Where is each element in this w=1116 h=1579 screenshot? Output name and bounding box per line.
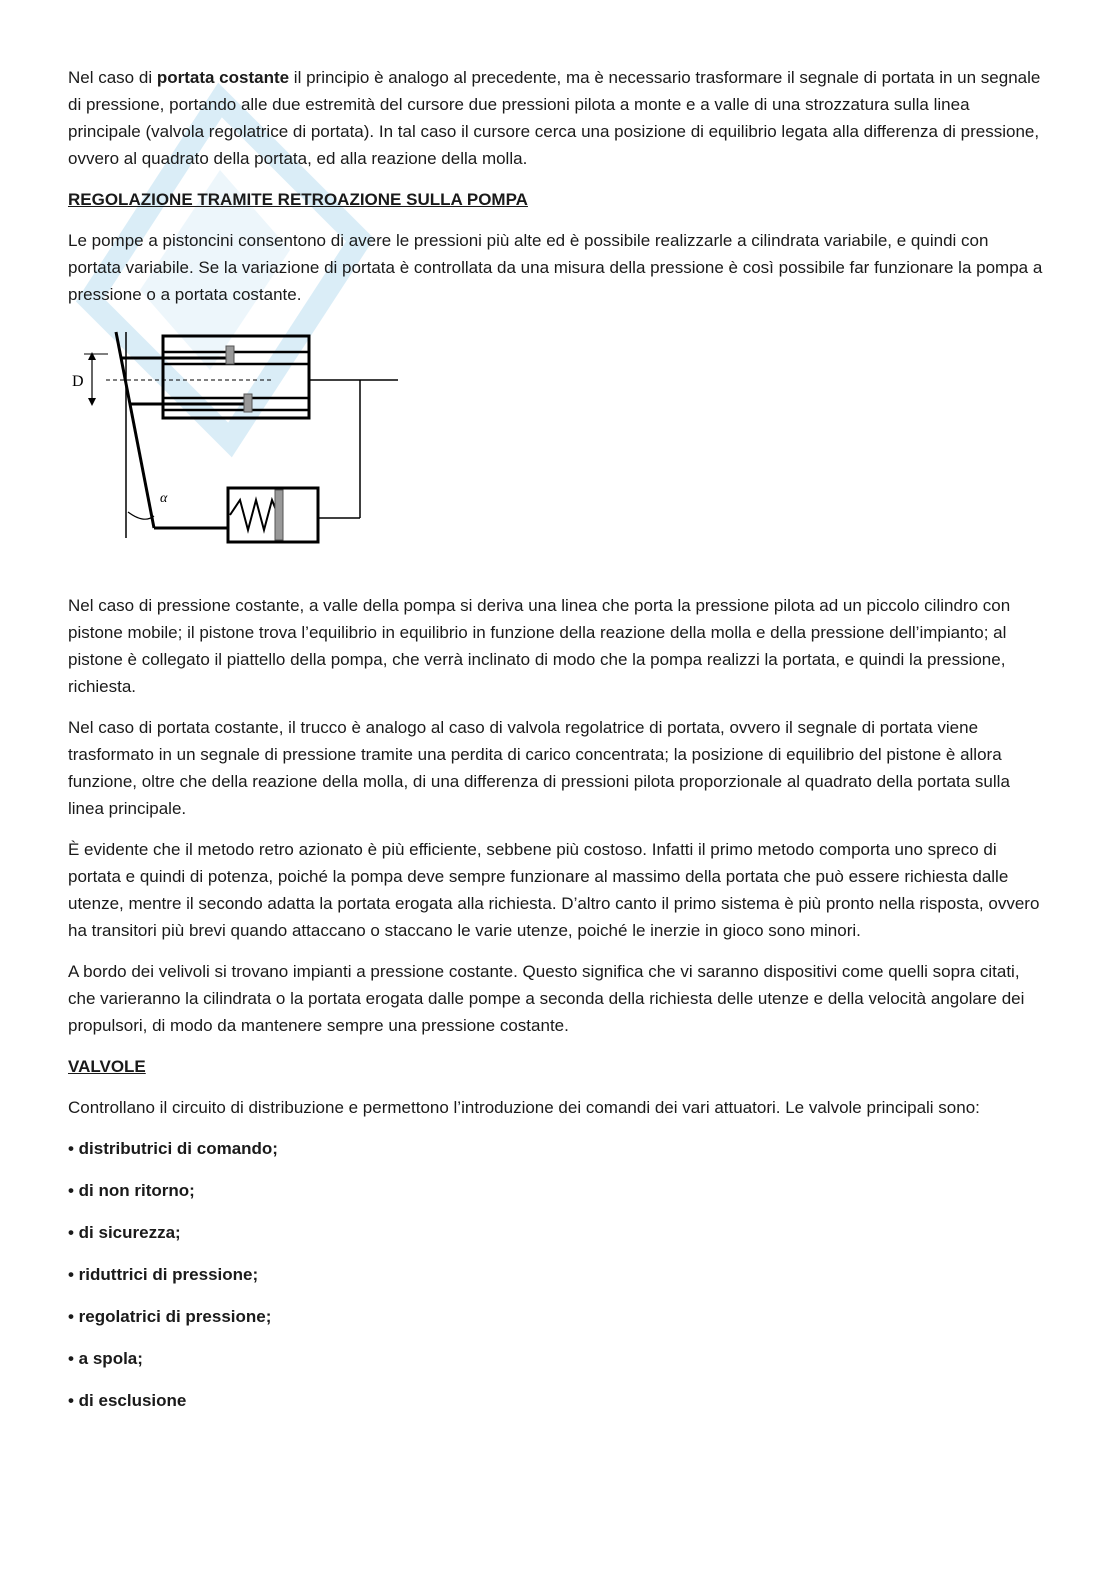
list-item: • di sicurezza;: [68, 1223, 181, 1242]
paragraph-metodo-retroazionato: È evidente che il metodo retro azionato è più efficiente, sebbene più costoso. Infatti il primo metodo comporta uno spreco di portata e quindi di potenza, poiché la pompa deve sempre funzionare al massimo della portata che può essere richiesta dalle utenze, mentre il secondo adatta la portata erogata alla richiesta. D’altro canto il primo sistema è più pronto nella risposta, ovvero ha transitori più brevi quando attaccano o staccano le varie utenze, poiché le inerzie in gioco sono minori.: [68, 840, 1040, 940]
piston-top: [226, 346, 234, 364]
control-piston: [275, 490, 283, 540]
document-page: [68, 64, 1044, 1429]
dimension-arrow: [88, 352, 96, 360]
list-item: • regolatrici di pressione;: [68, 1307, 272, 1326]
pump-diagram: [68, 322, 1044, 580]
label-d: D: [72, 373, 84, 390]
section-heading-valvole: VALVOLE: [68, 1057, 146, 1076]
list-item: • di esclusione: [68, 1391, 187, 1410]
spring: [230, 500, 278, 530]
cylinder-block: [163, 336, 309, 418]
label-alpha: α: [160, 491, 168, 506]
list-item: • distributrici di comando;: [68, 1139, 278, 1158]
section-heading-regolazione: REGOLAZIONE TRAMITE RETROAZIONE SULLA POMPA: [68, 190, 528, 209]
control-cylinder: [228, 488, 318, 542]
paragraph-velivoli: A bordo dei velivoli si trovano impianti a pressione costante. Questo significa che vi saranno dispositivi come quelli sopra citati, che varieranno la cilindrata o la portata erogata dalle pompe a seconda della richiesta delle utenze e della velocità angolare dei propulsori, di modo da mantenere sempre una pressione costante.: [68, 962, 1025, 1035]
valve-list: [68, 1135, 1044, 1414]
paragraph-valvole-intro: Controllano il circuito di distribuzione e permettono l’introduzione dei comandi dei vari attuatori. Le valvole principali sono:: [68, 1098, 980, 1117]
paragraph-portata-costante-2: Nel caso di portata costante, il trucco è analogo al caso di valvola regolatrice di portata, ovvero il segnale di portata viene trasformato in un segnale di pressione tramite una perdita di carico concentrata; la posizione di equilibrio del pistone è allora funzione, oltre che della reazione della molla, di una differenza di pressioni pilota proporzionale al quadrato della portata sulla linea principale.: [68, 718, 1010, 818]
piston-bottom: [244, 394, 252, 412]
paragraph-pressione-costante: Nel caso di pressione costante, a valle della pompa si deriva una linea che porta la pressione pilota ad un piccolo cilindro con pistone mobile; il pistone trova l’equilibrio in equilibrio in funzione della reazione della molla e della pressione dell’impianto; al pistone è collegato il piattello della pompa, che verrà inclinato di modo che la pompa realizzi la portata, e quindi la pressione, richiesta.: [68, 596, 1011, 696]
list-item: • riduttrici di pressione;: [68, 1265, 259, 1284]
swash-plate-line: [116, 332, 154, 528]
paragraph-pompe-pistoncini: Le pompe a pistoncini consentono di avere le pressioni più alte ed è possibile realizzarle a cilindrata variabile, e quindi con portata variabile. Se la variazione di portata è controllata da una misura della pressione è così possibile far funzionare la pompa a pressione o a portata costante.: [68, 231, 1043, 304]
text-span: il principio è analogo al precedente, ma è necessario trasformare il segnale di portata in un segnale di pressione, portando alle due estremità del cursore due pressioni pilota a monte e a valle di una strozzatura sulla linea principale (valvola regolatrice di portata). In tal caso il cursore cerca una posizione di equilibrio legata alla differenza di pressione, ovvero al quadrato della portata, ed alla reazione della molla.: [68, 68, 1041, 168]
list-item: • di non ritorno;: [68, 1181, 195, 1200]
dimension-arrow: [88, 398, 96, 406]
paragraph-portata-costante: [68, 64, 1044, 172]
list-item: • a spola;: [68, 1349, 143, 1368]
bold-term: portata costante: [156, 68, 290, 87]
pump-diagram-svg: [68, 322, 428, 580]
text-span: Nel caso di: [68, 68, 157, 87]
